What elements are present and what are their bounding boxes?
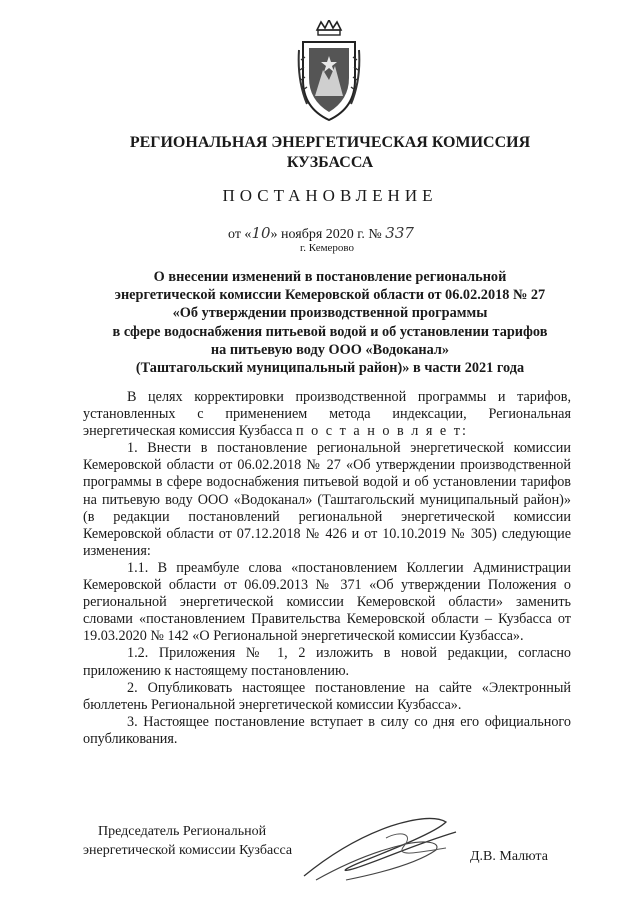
paragraph-item-2: 2. Опубликовать настоящее постановление на сайте «Электронный бюллетень Региональной энергетической комиссии Кузбасса». (83, 679, 571, 713)
title-line: на питьевую воду ООО «Водоканал» (210, 341, 450, 358)
intro-text: В целях корректировки производственной программы и тарифов, установленных с применением метода индексации, Региональная энергетическая комиссия Кузбасса (83, 389, 571, 440)
paragraph-item-1-1: 1.1. В преамбуле слова «постановлением Коллегии Администрации Кемеровской области от 06.09.2013 № 371 «Об утверждении Положения о региональной энергетической комиссии Кемеровской области» заменить словами «постановлением Правительства Кемеровской области – Кузбасса от 19.03.2020 № 142 «О Региональной энергетической комиссии Кузбасса». (83, 559, 571, 645)
organization-name-line: РЕГИОНАЛЬНАЯ ЭНЕРГЕТИЧЕСКАЯ КОМИССИЯ (129, 134, 531, 151)
signatory-title (83, 822, 292, 860)
title-line: энергетической комиссии Кемеровской области от 06.02.2018 № 27 (114, 287, 546, 304)
title-line: «Об утверждении производственной программы (172, 305, 488, 322)
paragraph-item-3: 3. Настоящее постановление вступает в силу со дня его официального опубликования. (83, 713, 571, 747)
date-middle: » ноября 2020 г. № (270, 227, 382, 242)
organization-name (120, 133, 540, 173)
handwritten-number: 337 (385, 224, 414, 242)
document-body (83, 389, 571, 748)
signatory-title-line: энергетической комиссии Кузбасса (83, 843, 293, 858)
city-name: г. Кемерово (300, 242, 355, 254)
paragraph-item-1: 1. Внести в постановление региональной энергетической комиссии Кемеровской области от 06.02.2018 № 27 «Об утверждении производственной программы в сфере водоснабжения питьевой водой и об установлении тарифов на питьевую воду ООО «Водоканал» (Таштагольский муниципальный район)» (в редакции постановлений региональной энергетической комиссии Кемеровской области от 07.12.2018 № 426 и от 10.10.2019 № 305) следующие изменения: (83, 440, 571, 559)
date-prefix: от « (228, 227, 252, 242)
handwritten-day: 10 (251, 224, 271, 242)
handwritten-signature (296, 808, 466, 888)
title-line: О внесении изменений в постановление региональной (153, 269, 507, 285)
title-line: (Таштагольский муниципальный район)» в части 2021 года (135, 360, 525, 377)
signatory-name: Д.В. Малюта (470, 849, 548, 864)
title-line: в сфере водоснабжения питьевой водой и об установлении тарифов (112, 323, 548, 340)
document-type: ПОСТАНОВЛЕНИЕ (222, 186, 438, 205)
intro-paragraph (83, 389, 571, 440)
date-number-line (228, 224, 414, 243)
organization-name-line: КУЗБАССА (286, 154, 374, 171)
coat-of-arms-emblem (297, 20, 361, 124)
paragraph-item-1-2: 1.2. Приложения № 1, 2 изложить в новой редакции, согласно приложению к настоящему постановлению. (83, 645, 571, 679)
resolves-word: п о с т а н о в л я е т: (295, 423, 468, 440)
signatory-title-line: Председатель Региональной (98, 824, 267, 839)
document-title (90, 268, 570, 377)
